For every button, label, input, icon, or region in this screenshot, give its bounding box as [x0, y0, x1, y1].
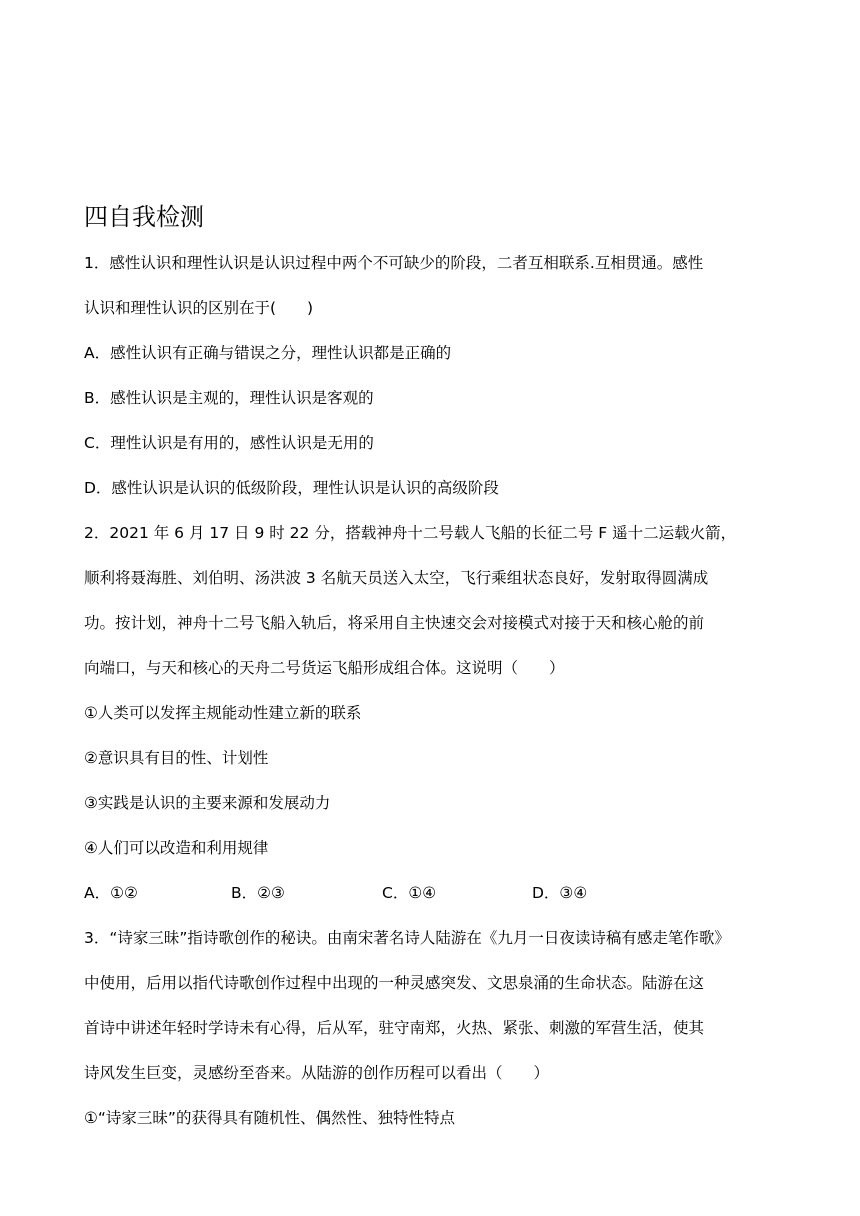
- q2-stem-line-2: 顺利将聂海胜、刘伯明、汤洪波 3 名航天员送入太空，飞行乘组状态良好，发射取得圆满成: [84, 569, 709, 587]
- q2-choice-a: A．①②: [84, 884, 138, 902]
- q2-choice-b: B．②③: [231, 884, 285, 902]
- q1-stem-line-2: 认识和理性认识的区别在于( ): [84, 299, 314, 317]
- q3-stem-line-1: 3．“诗家三昧”指诗歌创作的秘诀。由南宋著名诗人陆游在《九月一日夜读诗稿有感走笔作歌》: [84, 929, 730, 947]
- q2-stem-line-1: 2．2021 年 6 月 17 日 9 时 22 分，搭载神舟十二号载人飞船的长征二号 F 遥十二运载火箭，: [84, 524, 737, 542]
- q3-stem-line-2: 中使用，后用以指代诗歌创作过程中出现的一种灵感突发、文思泉涌的生命状态。陆游在这: [84, 974, 705, 992]
- q2-statement-2: ②意识具有目的性、计划性: [84, 749, 269, 767]
- q2-choices: [84, 881, 764, 905]
- q3-stem-line-3: 首诗中讲述年轻时学诗未有心得，后从军，驻守南郑，火热、紧张、刺激的军营生活，使其: [84, 1019, 705, 1037]
- q2-statement-1: ①人类可以发挥主规能动性建立新的联系: [84, 704, 362, 722]
- q3-stem-line-4: 诗风发生巨变，灵感纷至沓来。从陆游的创作历程可以看出（ ）: [84, 1064, 550, 1082]
- q2-statement-3: ③实践是认识的主要来源和发展动力: [84, 794, 331, 812]
- q2-stem-line-3: 功。按计划，神舟十二号飞船入轨后，将采用自主快速交会对接模式对接于天和核心舱的前: [84, 614, 705, 632]
- q2-choice-d: D．③④: [532, 884, 588, 902]
- q1-option-d: D．感性认识是认识的低级阶段，理性认识是认识的高级阶段: [84, 479, 499, 497]
- q1-option-b: B．感性认识是主观的，理性认识是客观的: [84, 389, 374, 407]
- q2-stem-line-4: 向端口，与天和核心的天舟二号货运飞船形成组合体。这说明（ ）: [84, 659, 565, 677]
- q2-statement-4: ④人们可以改造和利用规律: [84, 839, 269, 857]
- q1-stem-line-1: 1．感性认识和理性认识是认识过程中两个不可缺少的阶段，二者互相联系.互相贯通。感性: [84, 254, 704, 272]
- section-title: 四自我检测: [84, 203, 204, 231]
- q1-option-c: C．理性认识是有用的，感性认识是无用的: [84, 434, 374, 452]
- q3-statement-1: ①“诗家三昧”的获得具有随机性、偶然性、独特性特点: [84, 1109, 455, 1127]
- q2-choice-c: C．①④: [382, 884, 437, 902]
- q1-option-a: A．感性认识有正确与错误之分，理性认识都是正确的: [84, 344, 452, 362]
